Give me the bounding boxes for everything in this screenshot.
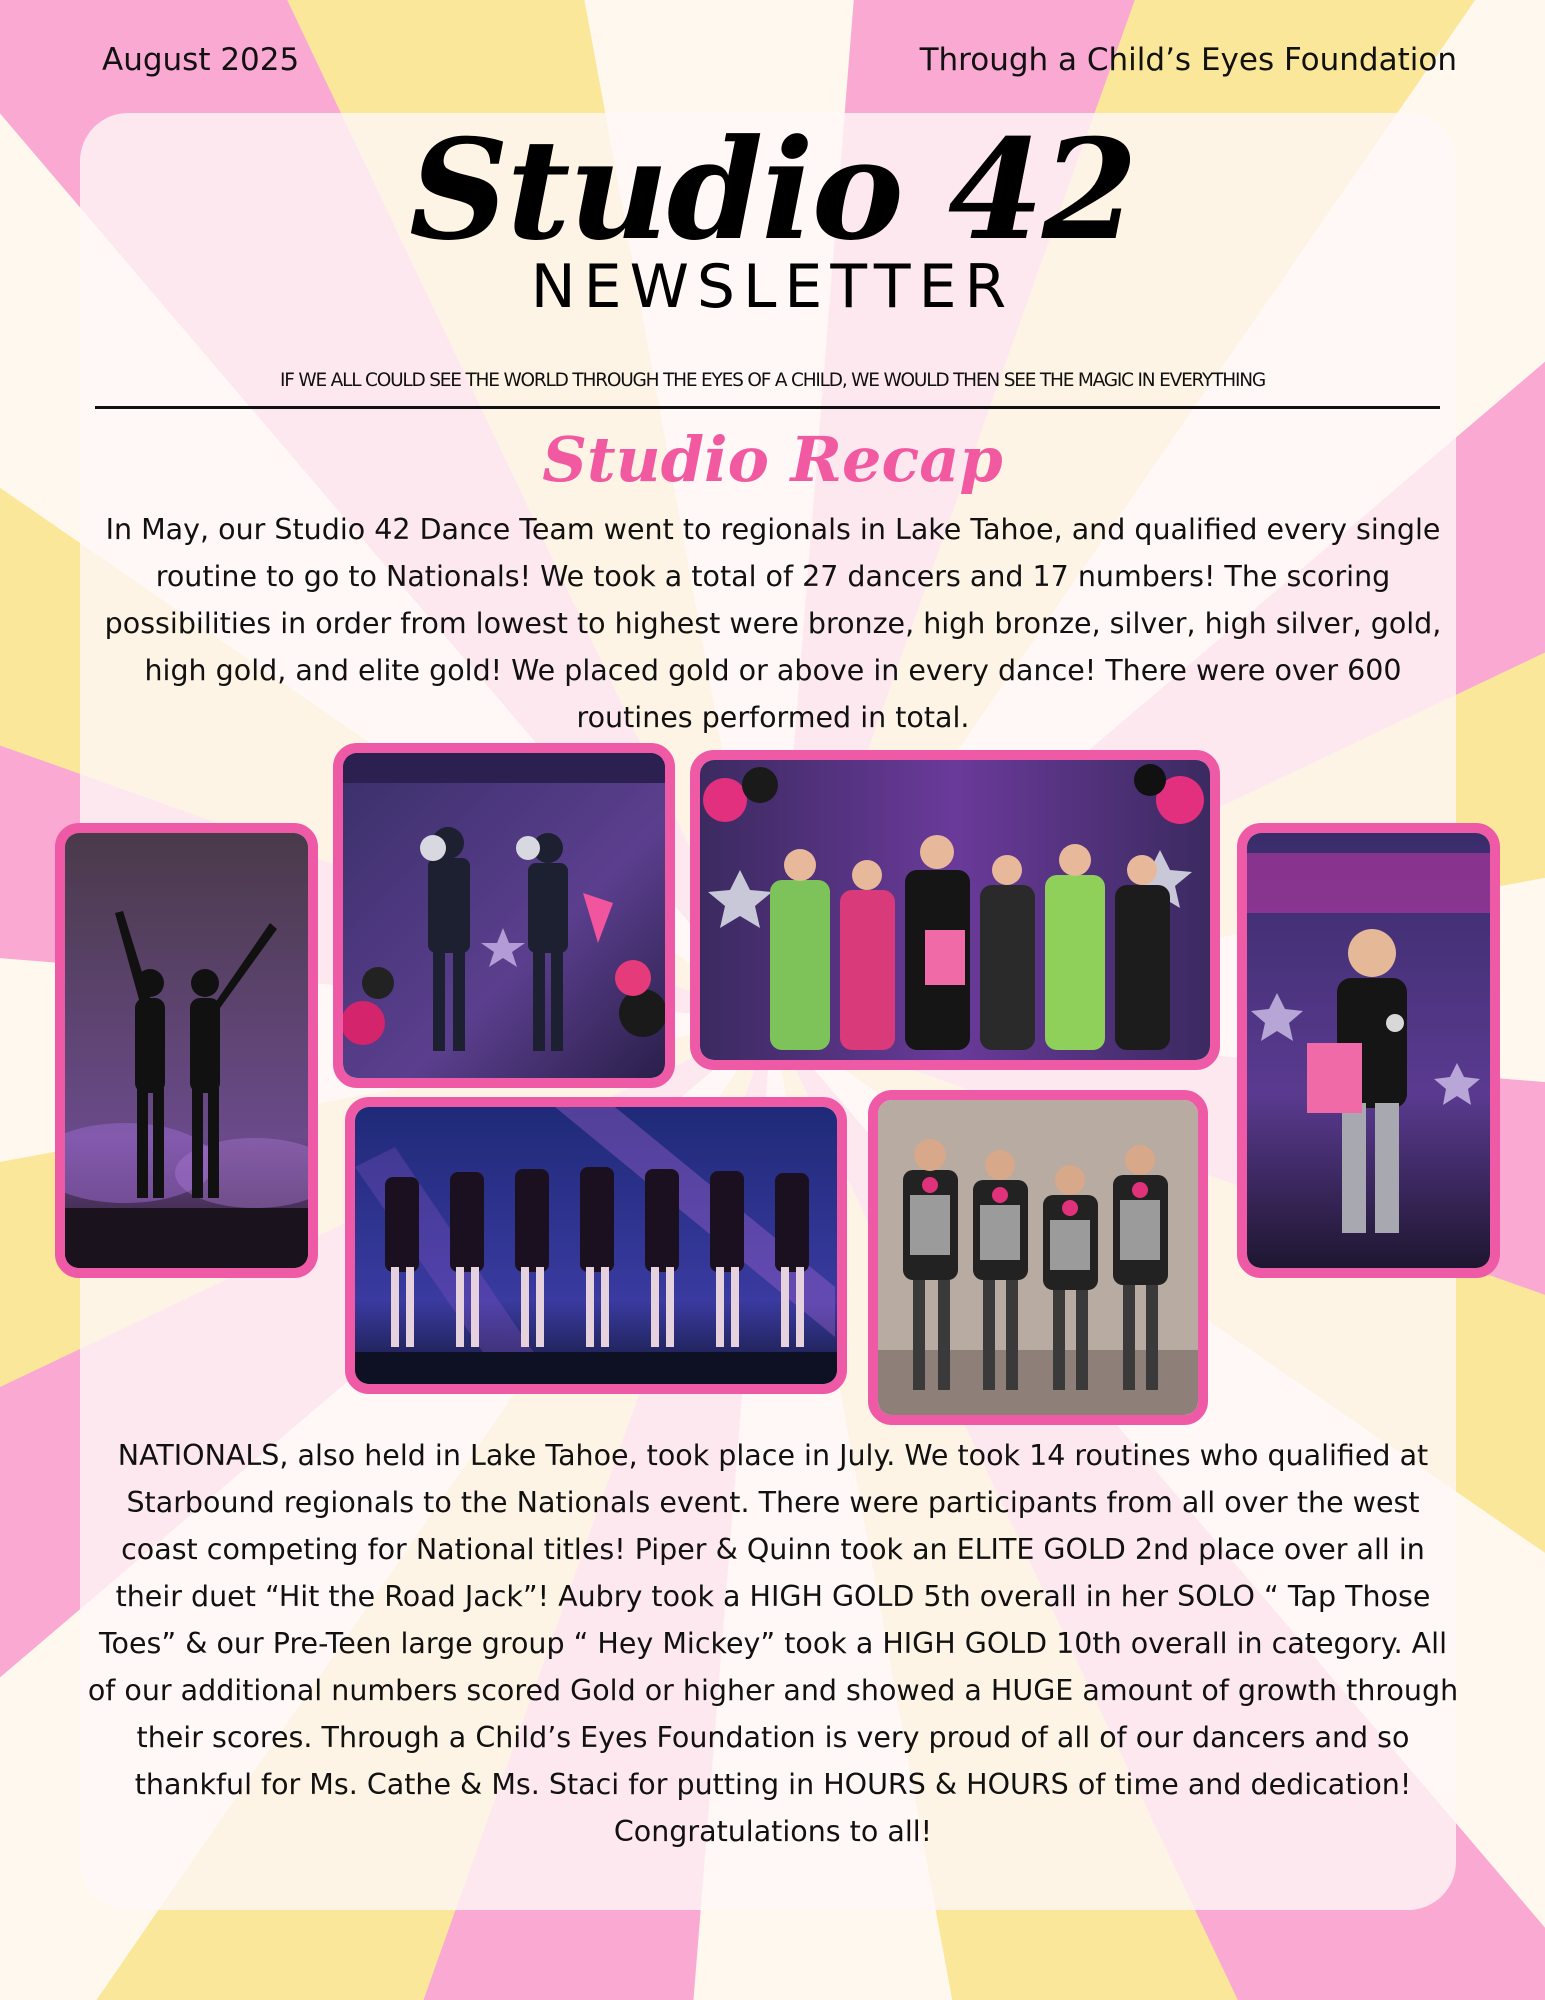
photo-group-starbound xyxy=(690,750,1220,1070)
organization-name: Through a Child’s Eyes Foundation xyxy=(919,42,1457,78)
issue-date: August 2025 xyxy=(102,42,300,78)
recap-paragraph-regionals: In May, our Studio 42 Dance Team went to regionals in Lake Tahoe, and qualified every single routine to go to Nationals! We took a total of 27 dancers and 17 numbers! The scoring possibilities in order from lowest to highest were bronze, high bronze, silver, high silver, gold, high gold, and elite gold! We placed gold or above in every dance! There were over 600 routines performed in total. xyxy=(104,513,1442,734)
photo-duet-dancers xyxy=(55,823,318,1278)
photo-solo-award xyxy=(1237,823,1500,1278)
newsletter-tagline: IF WE ALL COULD SEE THE WORLD THROUGH THE EYES OF A CHILD, WE WOULD THEN SEE THE MAGIC IN EVERYTHING xyxy=(280,370,1265,391)
photo-duet-award xyxy=(333,743,675,1088)
newsletter-title: Studio 42 xyxy=(409,108,1136,271)
section-title: Studio Recap xyxy=(542,423,1003,496)
photo-tap-line xyxy=(345,1097,847,1394)
recap-paragraph-nationals: NATIONALS, also held in Lake Tahoe, took place in July. We took 14 routines who qualified at Starbound regionals to the Nationals event. There were participants from all over the west coast competing for National titles! Piper & Quinn took an ELITE GOLD 2nd place over all in their duet “Hit the Road Jack”! Aubry took a HIGH GOLD 5th overall in her SOLO “ Tap Those Toes” & our Pre-Teen large group “ Hey Mickey” took a HIGH GOLD 10th overall in category. All of our additional numbers scored Gold or higher and showed a HUGE amount of growth through their scores. Through a Child’s Eyes Foundation is very proud of all of our dancers and so thankful for Ms. Cathe & Ms. Staci for putting in HOURS & HOURS of time and dedication! Congratulations to all! xyxy=(87,1439,1459,1848)
header-divider xyxy=(95,406,1440,409)
photo-group-sequins xyxy=(868,1090,1208,1425)
newsletter-subtitle: NEWSLETTER xyxy=(530,252,1015,322)
